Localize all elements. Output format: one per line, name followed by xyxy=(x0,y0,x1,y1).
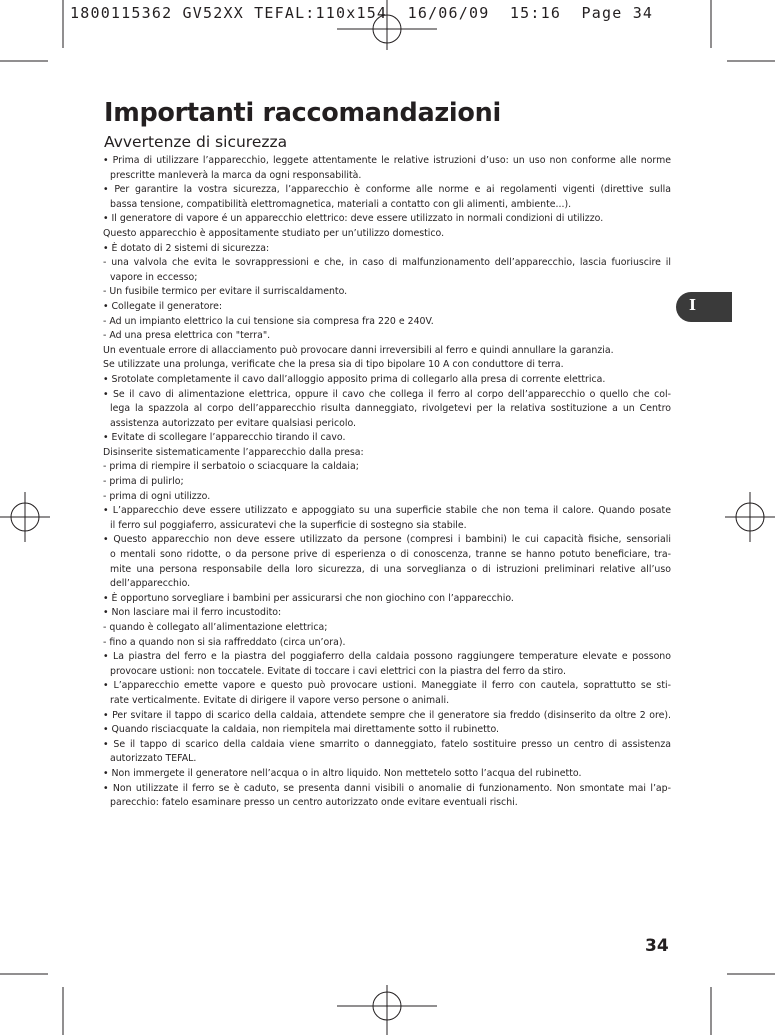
text-line: Questo apparecchio è appositamente studiato per un’utilizzo domestico. xyxy=(103,227,445,239)
text-line: • Se il tappo di scarico della caldaia viene smarrito o danneggiato, fatelo sostituire presso un centro di assistenza xyxy=(103,738,671,750)
text-line: autorizzato TEFAL. xyxy=(110,753,197,765)
text-line: • È dotato di 2 sistemi di sicurezza: xyxy=(103,242,270,254)
text-line: Disinserite sistematicamente l’apparecchio dalla presa: xyxy=(103,446,364,458)
text-line: - una valvola che evita le sovrappressioni e che, in caso di malfunzionamento dell’apparecchio, lascia fuoriuscire il xyxy=(103,257,671,269)
language-tab xyxy=(676,292,732,322)
text-line: - Ad un impianto elettrico la cui tensione sia compresa fra 220 e 240V. xyxy=(103,315,434,327)
print-slug-line: 1800115362 GV52XX TEFAL:110x154 16/06/09 15:16 Page 34 xyxy=(70,4,654,22)
text-line: il ferro sul poggiaferro, assicuratevi che la superficie di sostegno sia stabile. xyxy=(110,519,467,531)
text-line: dell’apparecchio. xyxy=(110,578,191,590)
text-line: • Quando risciacquate la caldaia, non riempitela mai direttamente sotto il rubinetto. xyxy=(103,724,500,736)
page-title: Importanti raccomandazioni xyxy=(104,98,501,128)
text-line: - fino a quando non si sia raffreddato (circa un’ora). xyxy=(103,636,346,648)
text-line: • Il generatore di vapore é un apparecchio elettrico: deve essere utilizzato in normali condizioni di utilizzo. xyxy=(103,213,604,225)
text-line: • È opportuno sorvegliare i bambini per assicurarsi che non giochino con l’apparecchio. xyxy=(103,592,514,604)
text-line: • Collegate il generatore: xyxy=(103,300,223,312)
text-line: - Ad una presa elettrica con "terra". xyxy=(103,330,271,342)
text-line: Se utilizzate una prolunga, verificate che la presa sia di tipo bipolare 10 A con conduttore di terra. xyxy=(103,359,564,371)
text-line: • Per garantire la vostra sicurezza, l’apparecchio è conforme alle norme e ai regolamenti vigenti (direttive sulla xyxy=(103,184,671,196)
text-line: • La piastra del ferro e la piastra del poggiaferro della caldaia possono raggiungere temperature elevate e possono xyxy=(103,651,671,663)
text-line: • Non immergete il generatore nell’acqua o in altro liquido. Non mettetelo sotto l’acqua del rubinetto. xyxy=(103,767,582,779)
text-line: • Prima di utilizzare l’apparecchio, leggete attentamente le relative istruzioni d’uso: un uso non conforme alle norme xyxy=(103,155,671,166)
page-number: 34 xyxy=(645,936,669,956)
text-line: • Per svitare il tappo di scarico della caldaia, attendete sempre che il generatore sia freddo (disinserito da oltre 2 ore). xyxy=(103,709,671,721)
text-line: provocare ustioni: non toccatele. Evitate di toccare i cavi elettrici con la piastra del ferro da stiro. xyxy=(110,665,566,677)
text-line: bassa tensione, compatibilità elettromagnetica, materiali a contatto con gli alimenti, ambiente...). xyxy=(110,198,572,210)
text-line: mite una persona responsabile della loro sicurezza, di una sorveglianza o di istruzioni preliminari relative all’uso xyxy=(110,563,671,575)
text-line: - Un fusibile termico per evitare il surriscaldamento. xyxy=(103,286,348,298)
text-line: assistenza autorizzato per evitare qualsiasi pericolo. xyxy=(110,417,357,429)
text-line: • Srotolate completamente il cavo dall’alloggio apposito prima di collegarlo alla presa di corrente elettrica. xyxy=(103,373,606,385)
text-line: lega la spazzola al corpo dell’apparecchio risulta danneggiato, rivolgetevi per la relativa sostituzione a un Centro xyxy=(110,403,671,415)
language-tab-letter: I xyxy=(689,296,697,314)
text-line: - prima di pulirlo; xyxy=(103,476,184,488)
text-line: - quando è collegato all’alimentazione elettrica; xyxy=(103,622,328,633)
text-line: • Se il cavo di alimentazione elettrica, oppure il cavo che collega il ferro al corpo dell’apparecchio o quello che col- xyxy=(103,388,671,400)
safety-instructions-body xyxy=(103,154,671,811)
text-line: • Non utilizzate il ferro se è caduto, se presenta danni visibili o anomalie di funzionamento. Non smontate mai l’ap- xyxy=(103,782,671,794)
text-line: parecchio: fatelo esaminare presso un centro autorizzato onde evitare eventuali rischi. xyxy=(110,797,518,809)
text-line: rate verticalmente. Evitate di dirigere il vapore verso persone o animali. xyxy=(110,694,450,706)
text-line: Un eventuale errore di allacciamento può provocare danni irreversibili al ferro e quindi annullare la garanzia. xyxy=(103,344,614,356)
text-line: • Evitate di scollegare l’apparecchio tirando il cavo. xyxy=(103,432,346,444)
text-line: prescritte manleverà la marca da ogni responsabilità. xyxy=(110,169,362,181)
text-line: vapore in eccesso; xyxy=(110,271,198,283)
text-line: - prima di ogni utilizzo. xyxy=(103,490,211,502)
section-subtitle: Avvertenze di sicurezza xyxy=(104,133,288,151)
text-line: • Questo apparecchio non deve essere utilizzato da persone (compresi i bambini) le cui capacità fisiche, sensoriali xyxy=(103,534,671,546)
text-line: - prima di riempire il serbatoio o sciacquare la caldaia; xyxy=(103,461,359,473)
text-line: • L’apparecchio emette vapore e questo può provocare ustioni. Maneggiate il ferro con cautela, soprattutto se sti- xyxy=(103,680,671,692)
text-line: o mentali sono ridotte, o da persone prive di esperienza o di conoscenza, tranne se hanno potuto beneficiare, tra- xyxy=(110,549,671,561)
text-line: • Non lasciare mai il ferro incustodito: xyxy=(103,607,282,619)
text-line: • L’apparecchio deve essere utilizzato e appoggiato su una superficie stabile che non tema il calore. Quando posate xyxy=(103,505,671,517)
